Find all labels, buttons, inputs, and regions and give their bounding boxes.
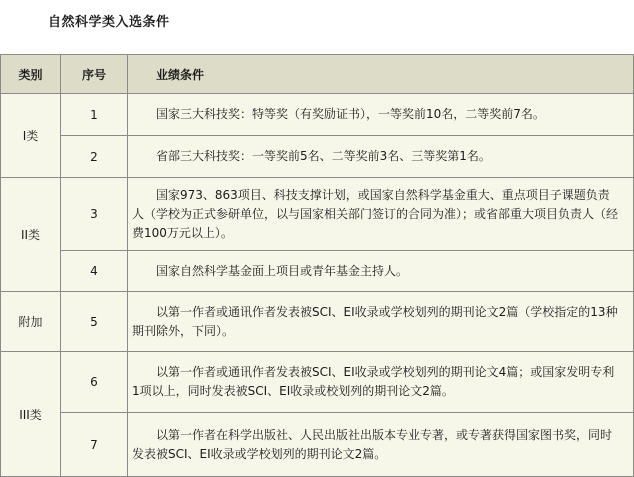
performance-cell: 以第一作者或通讯作者发表被SCI、EI收录或学校划列的期刊论文2篇（学校指定的13种期刊除外，下同）。 [128,292,634,352]
page-title: 自然科学类入选条件 [48,15,170,30]
category-cell: II类 [1,178,61,292]
row-number: 7 [61,413,128,477]
criteria-table [0,54,634,477]
table-header-row [1,55,634,94]
category-cell: I类 [1,94,61,178]
performance-cell: 以第一作者或通讯作者发表被SCI、EI收录或学校划列的期刊论文4篇；或国家发明专利1项以上，同时发表被SCI、EI收录或校划列的期刊论文2篇。 [128,352,634,413]
performance-cell: 国家自然科学基金面上项目或青年基金主持人。 [128,251,634,292]
row-number: 4 [61,251,128,292]
row-number: 5 [61,292,128,352]
table-row [1,178,634,251]
header-number: 序号 [61,55,128,94]
header-performance: 业绩条件 [128,55,634,94]
table-row [1,292,634,352]
performance-cell: 省部三大科技奖：一等奖前5名、二等奖前3名、三等奖第1名。 [128,136,634,178]
category-cell: III类 [1,352,61,477]
category-cell: 附加 [1,292,61,352]
row-number: 3 [61,178,128,251]
performance-cell: 国家973、863项目、科技支撑计划，或国家自然科学基金重大、重点项目子课题负责人（学校为正式参研单位，以与国家相关部门签订的合同为准）；或省部重大项目负责人（经费100万元以上）。 [128,178,634,251]
table-row [1,94,634,136]
table-row [1,352,634,413]
row-number: 1 [61,94,128,136]
row-number: 6 [61,352,128,413]
table-row [1,251,634,292]
performance-cell: 以第一作者在科学出版社、人民出版社出版本专业专著，或专著获得国家图书奖，同时发表被SCI、EI收录或学校划列的期刊论文2篇。 [128,413,634,477]
table-row [1,413,634,477]
table-row [1,136,634,178]
header-category: 类别 [1,55,61,94]
row-number: 2 [61,136,128,178]
performance-cell: 国家三大科技奖：特等奖（有奖励证书），一等奖前10名，二等奖前7名。 [128,94,634,136]
